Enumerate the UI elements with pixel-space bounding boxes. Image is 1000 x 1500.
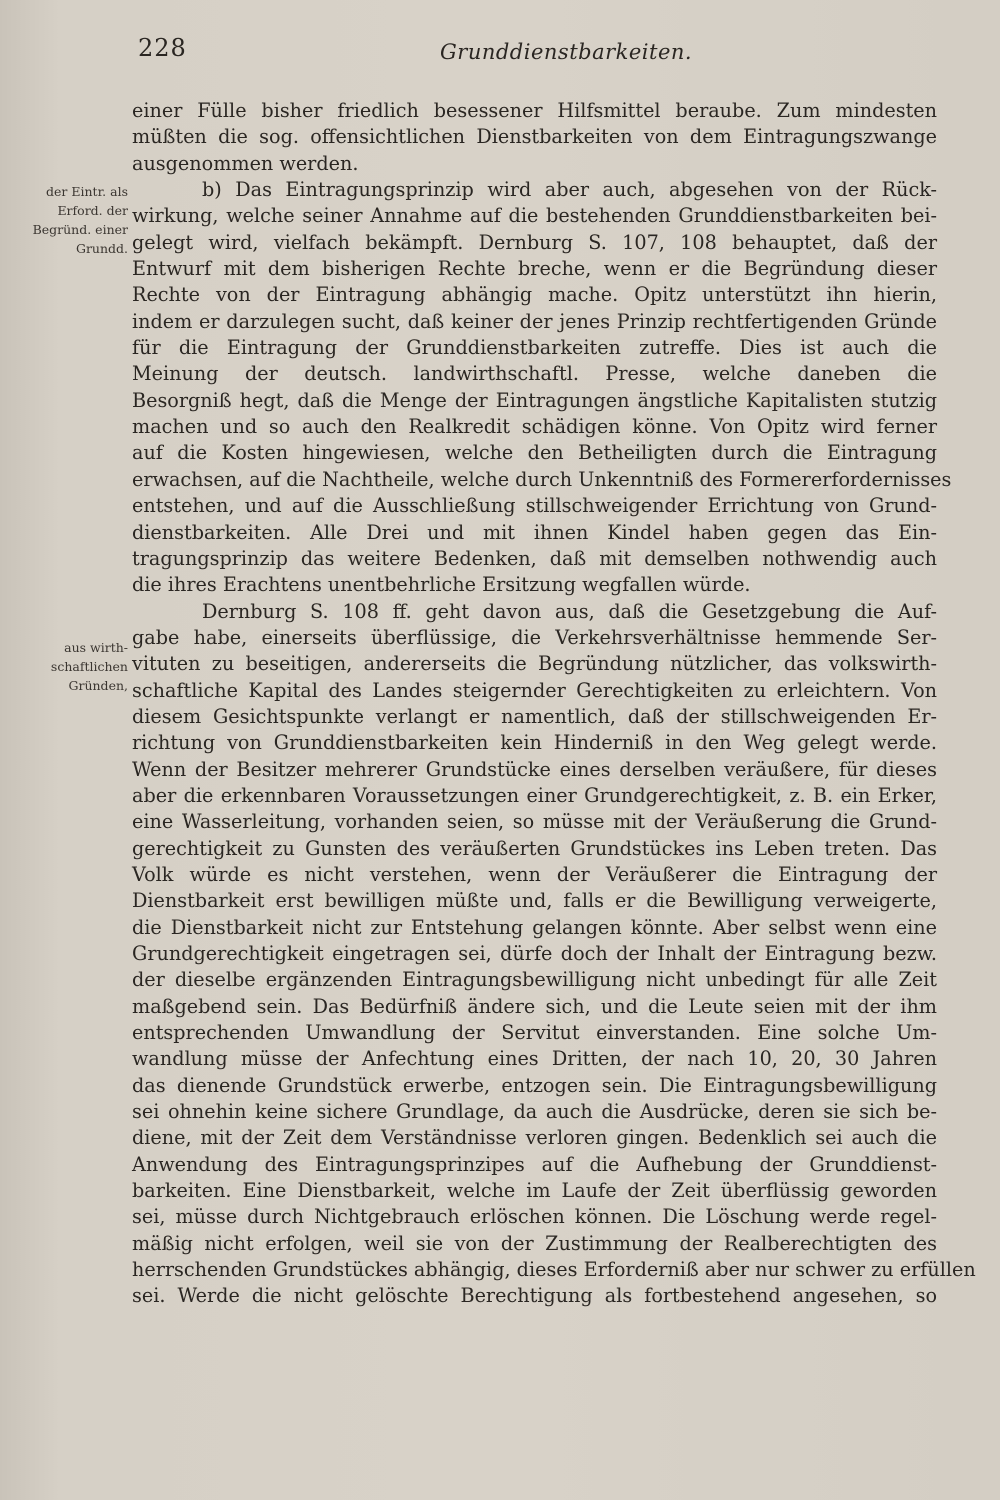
text-line: Dernburg S. 108 ff. geht davon aus, daß die Gesetzgebung die Auf- [202, 599, 937, 623]
text-line: richtung von Grunddienstbarkeiten kein Hinderniß in den Weg gelegt werde. [132, 731, 937, 755]
text-line: herrschenden Grundstückes abhängig, dieses Erforderniß aber nur schwer zu erfüllen [132, 1258, 976, 1282]
text-line: wandlung müsse der Anfechtung eines Dritten, der nach 10, 20, 30 Jahren [132, 1047, 937, 1071]
text-line: indem er darzulegen sucht, daß keiner der jenes Prinzip rechtfertigenden Gründe [132, 309, 937, 333]
text-line: tragungsprinzip das weitere Bedenken, daß mit demselben nothwendig auch [132, 546, 937, 570]
text-line: diesem Gesichtspunkte verlangt er namentlich, daß der stillschweigenden Er- [132, 704, 937, 728]
text-line: diene, mit der Zeit dem Verständnisse verloren gingen. Bedenklich sei auch die [132, 1126, 937, 1150]
text-line: für die Eintragung der Grunddienstbarkeiten zutreffe. Dies ist auch die [132, 336, 937, 360]
text-line: b) Das Eintragungsprinzip wird aber auch, abgesehen von der Rück- [202, 178, 937, 202]
text-line: Anwendung des Eintragungsprinzipes auf die Aufhebung der Grunddienst- [132, 1152, 937, 1176]
text-line: sei ohnehin keine sichere Grundlage, da auch die Ausdrücke, deren sie sich be- [132, 1100, 937, 1124]
margin-note: aus wirth-schaftlichen Gründen, [50, 640, 128, 693]
text-line: erwachsen, auf die Nachtheile, welche durch Unkenntniß des Formererfordernisses [132, 467, 952, 491]
text-line: machen und so auch den Realkredit schädigen könne. Von Opitz wird ferner [132, 415, 937, 439]
text-line: maßgebend sein. Das Bedürfniß ändere sich, und die Leute seien mit der ihm [132, 994, 937, 1018]
text-line: das dienende Grundstück erwerbe, entzogen sein. Die Eintragungsbewilligung [132, 1073, 937, 1097]
text-line: die ihres Erachtens unentbehrliche Ersitzung wegfallen würde. [132, 573, 751, 597]
text-line: schaftliche Kapital des Landes steigernder Gerechtigkeiten zu erleichtern. Von [132, 678, 937, 702]
text-line: Wenn der Besitzer mehrerer Grundstücke eines derselben veräußere, für dieses [132, 757, 937, 781]
text-line: eine Wasserleitung, vorhanden seien, so müsse mit der Veräußerung die Grund- [132, 810, 937, 834]
text-line: gelegt wird, vielfach bekämpft. Dernburg S. 107, 108 behauptet, daß der [132, 230, 937, 254]
text-line: auf die Kosten hingewiesen, welche den Betheiligten durch die Eintragung [132, 441, 937, 465]
text-line: wirkung, welche seiner Annahme auf die bestehenden Grunddienstbarkeiten bei- [132, 204, 937, 228]
text-line: der dieselbe ergänzenden Eintragungsbewilligung nicht unbedingt für alle Zeit [132, 968, 937, 992]
text-line: mäßig nicht erfolgen, weil sie von der Zustimmung der Realberechtigten des [132, 1231, 937, 1255]
text-line: müßten die sog. offensichtlichen Dienstbarkeiten von dem Eintragungszwange [132, 125, 937, 149]
text-line: Meinung der deutsch. landwirthschaftl. Presse, welche daneben die [132, 362, 937, 386]
text-line: einer Fülle bisher friedlich besessener Hilfsmittel beraube. Zum mindesten [132, 99, 937, 122]
margin-note: der Eintr. als Erford. der Begründ. einer Grundd. [32, 184, 128, 256]
body-text [132, 98, 976, 1310]
text-line: aber die erkennbaren Voraussetzungen einer Grundgerechtigkeit, z. B. ein Erker, [132, 783, 937, 807]
running-title: Grunddienstbarkeiten. [440, 40, 693, 64]
text-line: sei, müsse durch Nichtgebrauch erlöschen können. Die Löschung werde regel- [132, 1205, 937, 1229]
text-line: Entwurf mit dem bisherigen Rechte breche, wenn er die Begründung dieser [132, 257, 937, 281]
text-line: dienstbarkeiten. Alle Drei und mit ihnen Kindel haben gegen das Ein- [132, 520, 937, 544]
text-line: vituten zu beseitigen, andererseits die Begründung nützlicher, das volkswirth- [132, 652, 937, 676]
text-line: sei. Werde die nicht gelöschte Berechtigung als fortbestehend angesehen, so [132, 1284, 937, 1308]
text-line: Rechte von der Eintragung abhängig mache. Opitz unterstützt ihn hierin, [132, 283, 937, 307]
text-line: Grundgerechtigkeit eingetragen sei, dürfe doch der Inhalt der Eintragung bezw. [132, 942, 937, 965]
text-line: die Dienstbarkeit nicht zur Entstehung gelangen könnte. Aber selbst wenn eine [132, 915, 937, 939]
page-number: 228 [138, 34, 187, 62]
text-line: barkeiten. Eine Dienstbarkeit, welche im Laufe der Zeit überflüssig geworden [132, 1179, 937, 1203]
text-line: gerechtigkeit zu Gunsten des veräußerten Grundstückes ins Leben treten. Das [132, 836, 937, 860]
text-line: Dienstbarkeit erst bewilligen müßte und, falls er die Bewilligung verweigerte, [132, 889, 937, 913]
text-line: entsprechenden Umwandlung der Servitut einverstanden. Eine solche Um- [132, 1021, 937, 1045]
text-line: Volk würde es nicht verstehen, wenn der Veräußerer die Eintragung der [132, 862, 937, 886]
text-line: gabe habe, einerseits überflüssige, die Verkehrsverhältnisse hemmende Ser- [132, 625, 937, 649]
text-line: ausgenommen werden. [132, 151, 359, 175]
text-line: entstehen, und auf die Ausschließung stillschweigender Errichtung von Grund- [132, 494, 937, 518]
text-line: Besorgniß hegt, daß die Menge der Eintragungen ängstliche Kapitalisten stutzig [132, 388, 937, 412]
